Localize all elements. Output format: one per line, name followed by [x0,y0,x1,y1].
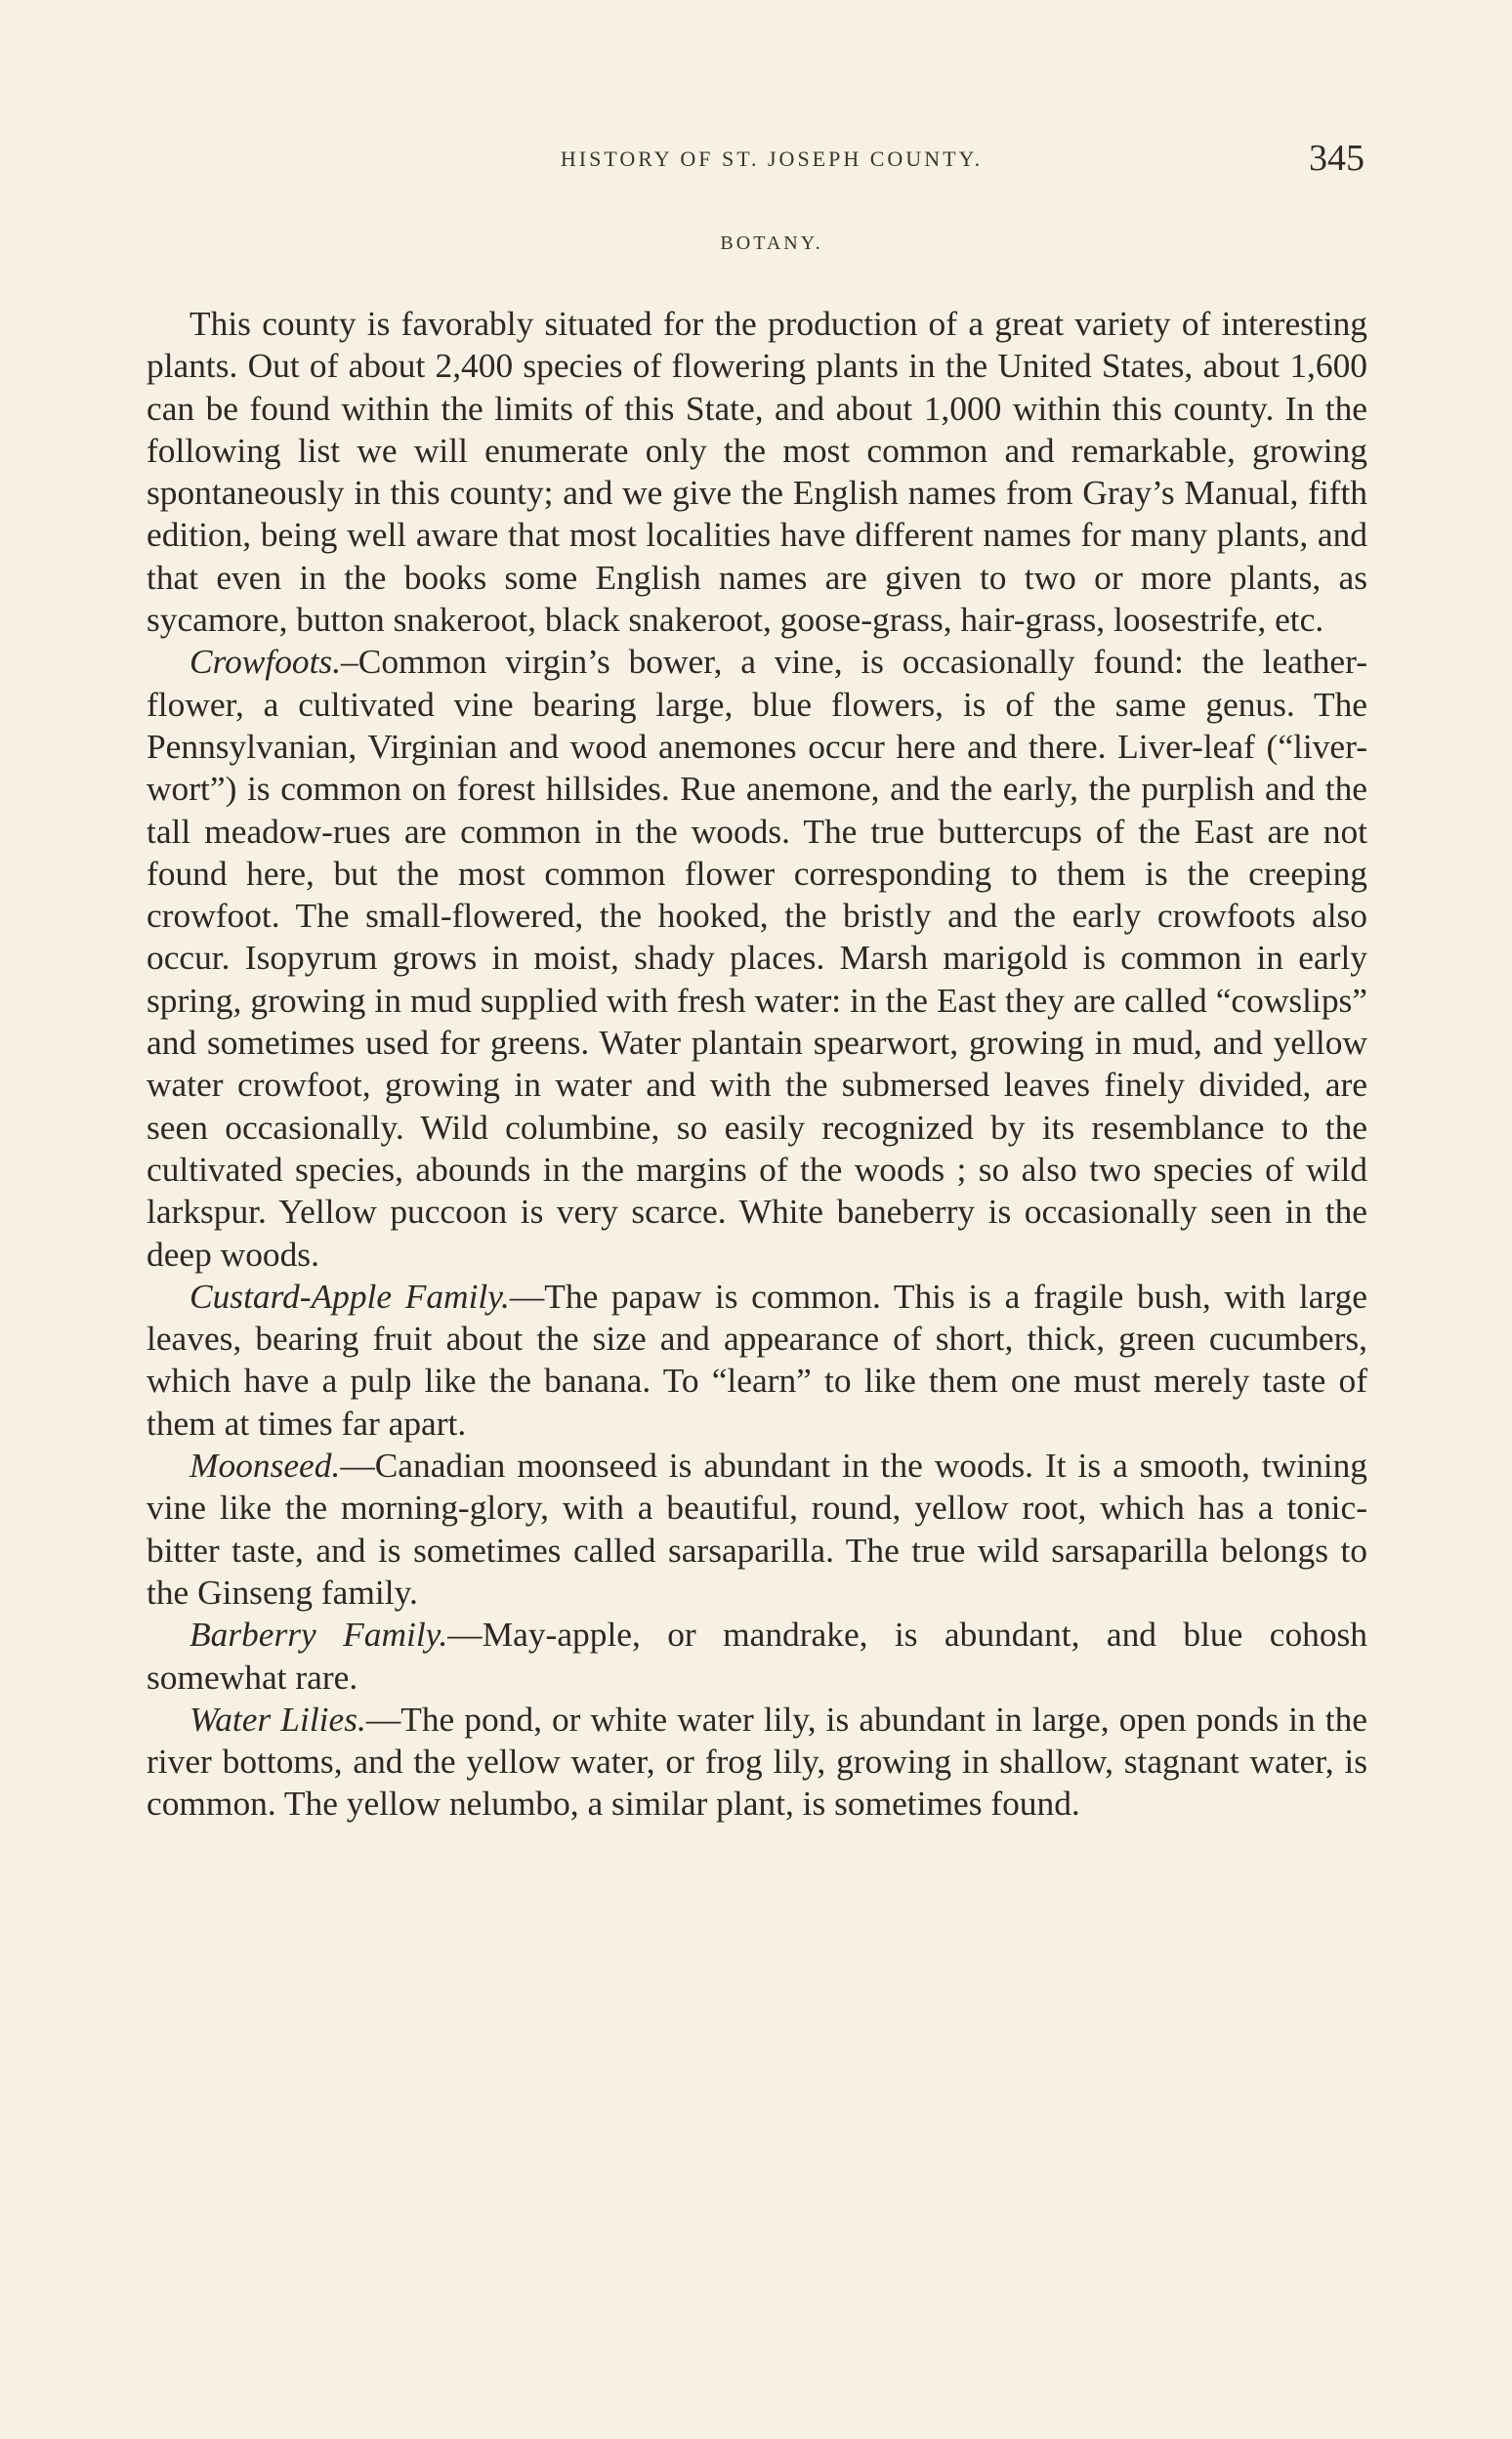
paragraph-lead-moonseed: Moonseed. [189,1446,341,1486]
paragraph-moonseed [147,1445,1367,1614]
paragraph-text: —The pond, or white water lily, is abundant in large, open ponds in the river bottoms, and the yellow water, or frog lily, growing in shallow, stagnant water, is common. The yellow nelumbo, a similar plant, is sometimes found. [147,1699,1367,1824]
paragraph-lead-custard-apple-family: Custard-Apple Family. [189,1276,510,1316]
paragraph-crowfoots [147,641,1367,1275]
page-number: 345 [1309,138,1365,179]
section-heading: BOTANY. [720,232,823,254]
paragraph-lead-crowfoots: Crowfoots. [189,642,342,682]
paragraph-intro [147,303,1367,641]
running-title: HISTORY OF ST. JOSEPH COUNTY. [560,147,984,171]
paragraph-lead-barberry-family: Barberry Family. [189,1615,448,1655]
paragraph-lead-water-lilies: Water Lilies. [189,1699,366,1739]
body-text [147,303,1367,1826]
paragraph-water-lilies [147,1699,1367,1826]
paragraph-text: —Canadian moonseed is abundant in the woods. It is a smooth, twining vine like the morning-glory, with a beautiful, round, yellow root, which has a tonic-bitter taste, and is sometimes called sarsaparilla. The true wild sarsaparilla belongs to the Ginseng family. [147,1446,1367,1612]
paragraph-text: This county is favorably situated for the production of a great variety of interesting plants. Out of about 2,400 species of flowering plants in the United States, about 1,600 can be found within the limits of this State, and about 1,000 within this county. In the following list we will enumerate only the most common and remarkable, growing spontaneously in this county; and we give the English names from Gray’s Manual, fifth edition, being well aware that most localities have different names for many plants, and that even in the books some English names are given to two or more plants, as sycamore, button snakeroot, black snakeroot, goose-grass, hair-grass, loosestrife, etc. [147,304,1367,640]
paragraph-text: —The papaw is common. This is a fragile bush, with large leaves, bearing fruit about the size and appearance of short, thick, green cucumbers, which have a pulp like the banana. To “learn” to like them one must merely taste of them at times far apart. [147,1276,1367,1443]
paragraph-text: –Common virgin’s bower, a vine, is occasionally found: the leather-flower, a cultivated vine bearing large, blue flowers, is of the same genus. The Pennsylvanian, Virginian and wood anemones occur here and there. Liver-leaf (“liver-wort”) is common on forest hillsides. Rue anemone, and the early, the purplish and the tall meadow-rues are common in the woods. The true buttercups of the East are not found here, but the most common flower corresponding to them is the creeping crowfoot. The small-flowered, the hooked, the bristly and the early crowfoots also occur. Isopyrum grows in moist, shady places. Marsh marigold is common in early spring, growing in mud supplied with fresh water: in the East they are called “cowslips” and sometimes used for greens. Water plantain spearwort, growing in mud, and yellow water crowfoot, growing in water and with the submersed leaves finely divided, are seen occasionally. Wild columbine, so easily recognized by its resemblance to the cultivated species, abounds in the margins of the woods ; so also two species of wild larkspur. Yellow puccoon is very scarce. White baneberry is occasionally seen in the deep woods. [147,642,1367,1274]
paragraph-custard-apple-family [147,1276,1367,1445]
paragraph-barberry-family [147,1614,1367,1699]
paragraph-text: —May-apple, or mandrake, is abundant, and blue cohosh somewhat rare. [147,1615,1367,1697]
